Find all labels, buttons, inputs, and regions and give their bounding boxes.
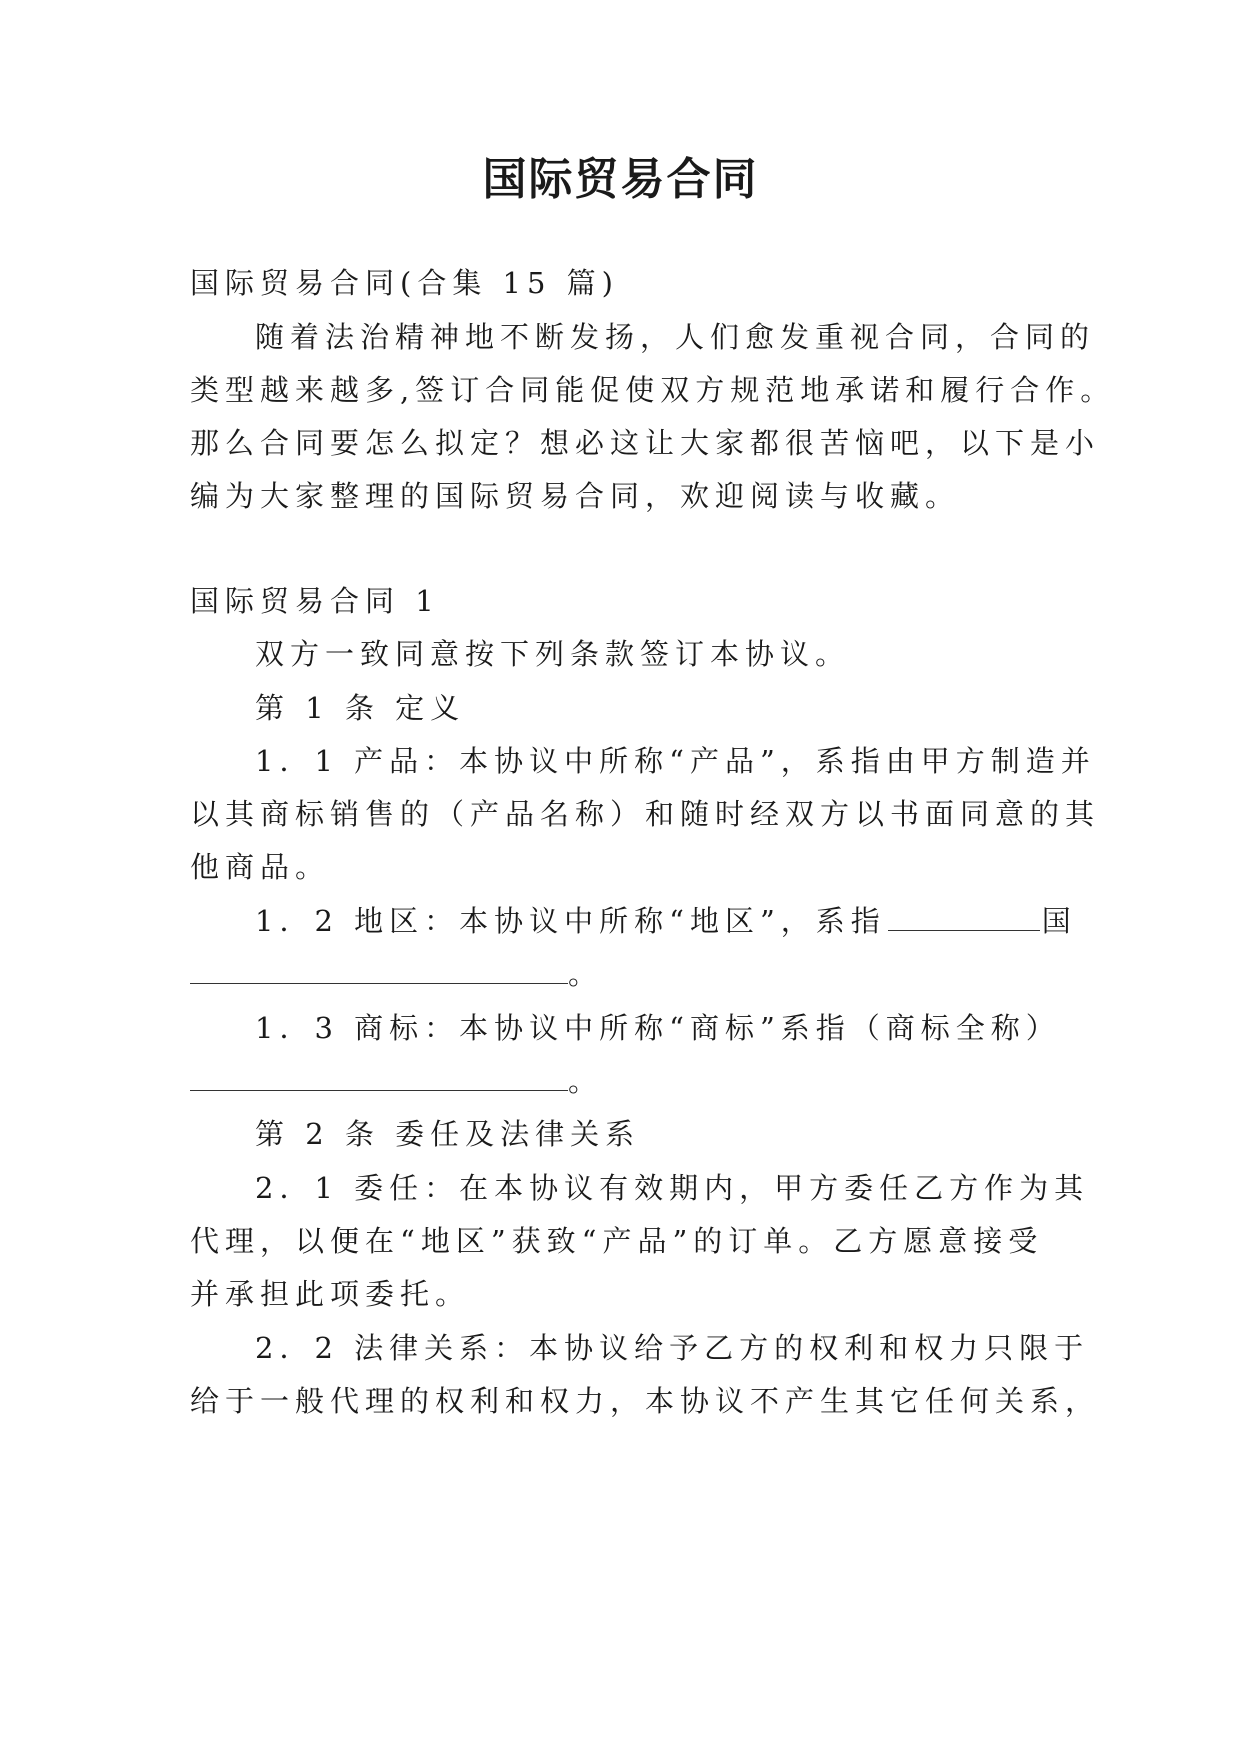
clause-1-2-text: 1．2 地区：本协议中所称“地区”，系指 xyxy=(255,904,886,938)
clause-1-2-country: 国 xyxy=(1041,904,1077,938)
clause-1-3-end: 。 xyxy=(568,1064,604,1098)
intro-line-4: 编为大家整理的国际贸易合同，欢迎阅读与收藏。 xyxy=(190,479,961,513)
collection-heading: 国际贸易合同(合集 15 篇) xyxy=(190,266,619,300)
clause-1-2-line-2 xyxy=(190,954,1050,994)
document-title: 国际贸易合同 xyxy=(482,154,759,205)
clause-1-3-line-2 xyxy=(190,1061,1050,1101)
clause-2-1-line-2: 代理，以便在“地区”获致“产品”的订单。乙方愿意接受 xyxy=(190,1224,1044,1258)
clause-2-2-line-1: 2．2 法律关系：本协议给予乙方的权利和权力只限于 xyxy=(255,1331,1090,1365)
clause-1-3-line-1: 1．3 商标：本协议中所称“商标”系指（商标全称） xyxy=(255,1011,1061,1045)
clause-2-1-line-3: 并承担此项委托。 xyxy=(190,1277,471,1311)
article-2-heading: 第 2 条 委任及法律关系 xyxy=(255,1117,641,1151)
clause-1-2-end: 。 xyxy=(568,957,604,991)
intro-line-2: 类型越来越多,签订合同能促使双方规范地承诺和履行合作。 xyxy=(190,373,1116,407)
region-blank-field[interactable] xyxy=(888,929,1040,931)
article-1-heading: 第 1 条 定义 xyxy=(255,691,466,725)
clause-1-2-line-1 xyxy=(255,901,1115,941)
clause-1-1-line-1: 1．1 产品：本协议中所称“产品”，系指由甲方制造并 xyxy=(255,744,1096,778)
clause-1-1-line-2: 以其商标销售的（产品名称）和随时经双方以书面同意的其 xyxy=(190,797,1101,831)
region-blank-field-2[interactable] xyxy=(190,982,568,984)
trademark-blank-field[interactable] xyxy=(190,1089,568,1091)
clause-2-2-line-2: 给于一般代理的权利和权力，本协议不产生其它任何关系， xyxy=(190,1384,1101,1418)
section-heading-1: 国际贸易合同 1 xyxy=(190,584,440,618)
intro-line-3: 那么合同要怎么拟定？想必这让大家都很苦恼吧，以下是小 xyxy=(190,426,1101,460)
clause-1-1-line-3: 他商品。 xyxy=(190,850,331,884)
intro-line-1: 随着法治精神地不断发扬，人们愈发重视合同，合同的 xyxy=(255,320,1096,354)
clause-2-1-line-1: 2．1 委任：在本协议有效期内，甲方委任乙方作为其 xyxy=(255,1171,1090,1205)
agreement-statement: 双方一致同意按下列条款签订本协议。 xyxy=(255,637,851,671)
